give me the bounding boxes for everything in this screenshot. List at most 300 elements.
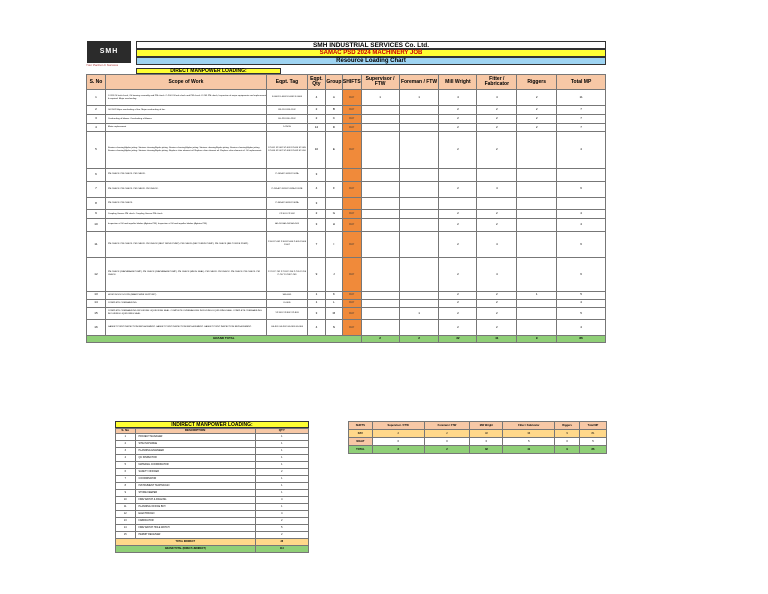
indirect-column-header: DESCRIPTION [135, 429, 255, 434]
foreman-count [399, 299, 439, 307]
column-header: Total MP [557, 75, 606, 90]
equipment-tags: VP-801 VP-802 VP-803 [267, 307, 308, 320]
shift: DAY [342, 90, 361, 106]
indirect-number: 3 [116, 447, 136, 454]
fitter-count: 2 [477, 299, 517, 307]
shift: DAY [342, 258, 361, 292]
grand-total-direct-indirect-row-label: GRAND TOTAL (DIRECT+INDIRECT) [116, 545, 256, 552]
foreman-count: 1 [399, 90, 439, 106]
summary-header-row [349, 422, 607, 430]
supervisor-count [361, 231, 399, 258]
indirect-row [116, 482, 309, 489]
summary-value: 5 [503, 438, 555, 446]
indirect-qty: 1 [255, 454, 308, 461]
riggers-count [517, 231, 557, 258]
supervisor-count [361, 124, 399, 132]
equipment-qty: 4 [307, 320, 325, 336]
supervisor-count [361, 106, 399, 115]
indirect-row [116, 468, 309, 475]
summary-value: 0 [372, 438, 424, 446]
row-number: 3 [87, 115, 106, 124]
millwright-count: 2 [439, 132, 477, 169]
column-header: Fitter / Fabricator [477, 75, 517, 90]
riggers-count [517, 320, 557, 336]
summary-column-header: Riggers [555, 422, 580, 430]
summary-value: 0 [424, 438, 470, 446]
indirect-description: COORDINATOR [135, 475, 255, 482]
table-row [87, 115, 606, 124]
indirect-description: MATERIAL COORDINATOR [135, 461, 255, 468]
total-mp: 5 [557, 307, 606, 320]
group: D [325, 124, 342, 132]
foreman-count [399, 258, 439, 292]
grand-total-mp: 86 [557, 336, 606, 343]
grand-total-direct-indirect-row [116, 545, 309, 552]
indirect-qty: 2 [255, 517, 308, 524]
summary-shift: DAY [349, 430, 373, 438]
indirect-qty: 1 [255, 489, 308, 496]
scope-of-work: COMPLETE OVERHAULING INCLUDING LIQUID RING SEAL. COMPLETE OVERHAULING INCLUDING LIQUID RING SEAL. COMPLETE OVERHAULING INCLUDING LIQUID RING SEAL. [105, 307, 266, 320]
millwright-count: 2 [439, 291, 477, 299]
shift: DAY [342, 124, 361, 132]
group: B [325, 106, 342, 115]
equipment-tags: P-101A P-101B P-102A [267, 169, 308, 182]
supervisor-count [361, 181, 399, 197]
riggers-count [517, 197, 557, 210]
equipment-tags: P-301A P-301B P-302A [267, 197, 308, 210]
total-mp: 7 [557, 106, 606, 115]
indirect-number: 6 [116, 468, 136, 475]
summary-value: 32 [470, 446, 503, 454]
fitter-total: 41 [477, 336, 517, 343]
scope-of-work: Overhauling of blower. Overhauling of blower. [105, 115, 266, 124]
table-row [87, 320, 606, 336]
indirect-description: FIRE WATCH HOLE WATCH [135, 524, 255, 531]
shift: DAY [342, 132, 361, 169]
total-mp: 5 [557, 291, 606, 299]
row-number: 11 [87, 231, 106, 258]
row-number: 13 [87, 291, 106, 299]
summary-value: 5 [579, 438, 606, 446]
table-header-row [87, 75, 606, 90]
total-mp: 4 [557, 320, 606, 336]
riggers-count [517, 299, 557, 307]
supervisor-count [361, 132, 399, 169]
group: J [325, 258, 342, 292]
indirect-row [116, 517, 309, 524]
shift: DAY [342, 299, 361, 307]
fitter-count: 2 [477, 132, 517, 169]
foreman-count [399, 132, 439, 169]
summary-value: 0 [470, 438, 503, 446]
group: E [325, 132, 342, 169]
foreman-count [399, 181, 439, 197]
summary-value: 9 [555, 430, 580, 438]
fitter-count: 2 [477, 210, 517, 219]
indirect-qty: 1 [255, 440, 308, 447]
indirect-number: 2 [116, 440, 136, 447]
equipment-tags: BL-2201 BL-2202 [267, 115, 308, 124]
indirect-description: FIRE WATCH & RIGGING [135, 496, 255, 503]
millwright-count: 2 [439, 219, 477, 232]
riggers-count [517, 258, 557, 292]
indirect-row [116, 496, 309, 503]
indirect-number: 11 [116, 503, 136, 510]
summary-value: 41 [503, 446, 555, 454]
equipment-qty: 3 [307, 169, 325, 182]
supervisor-count [361, 219, 399, 232]
scope-of-work: Motor replacement [105, 124, 266, 132]
summary-value: 86 [579, 446, 606, 454]
summary-column-header: Fitter / Fabricator [503, 422, 555, 430]
indirect-description: PERMIT RECEIVER [135, 531, 255, 538]
millwright-count [439, 197, 477, 210]
indirect-row [116, 475, 309, 482]
column-header: Supervisor / FTW [361, 75, 399, 90]
fitter-count [477, 169, 517, 182]
riggers-count [517, 307, 557, 320]
summary-value: 32 [470, 430, 503, 438]
summary-column-header: Mill Wright [470, 422, 503, 430]
group: K [325, 291, 342, 299]
indirect-qty: 5 [255, 524, 308, 531]
equipment-qty: 1 [307, 291, 325, 299]
indirect-qty: 1 [255, 433, 308, 440]
row-number: 6 [87, 169, 106, 182]
summary-value: 2 [424, 430, 470, 438]
total-mp [557, 197, 606, 210]
chart-title: Resource Loading Chart [136, 57, 606, 65]
scope-of-work: Coupling Grease PM check. Coupling Grease PM check. [105, 210, 266, 219]
row-number: 9 [87, 210, 106, 219]
summary-column-header: Foreman / FTW [424, 422, 470, 430]
fitter-count: 2 [477, 106, 517, 115]
equipment-tags: K-0001 K-0002 K-0003 K-0004 [267, 90, 308, 106]
shift-summary-table [348, 421, 607, 454]
foreman-count [399, 106, 439, 115]
column-header: Group [325, 75, 342, 90]
equipment-qty: 4 [307, 181, 325, 197]
table-row [87, 106, 606, 115]
riggers-count [517, 219, 557, 232]
foreman-count [399, 231, 439, 258]
indirect-manpower-table [115, 428, 309, 553]
riggers-count: 2 [517, 106, 557, 115]
millwright-count: 2 [439, 231, 477, 258]
row-number: 8 [87, 197, 106, 210]
total-mp: 7 [557, 115, 606, 124]
summary-row [349, 438, 607, 446]
millwright-total: 32 [439, 336, 477, 343]
riggers-total: 9 [517, 336, 557, 343]
indirect-column-header: QTY [255, 429, 308, 434]
summary-shift: TOTAL [349, 446, 373, 454]
column-header: Scope of Work [105, 75, 266, 90]
scope-of-work: Inspection of Oil and impeller blades (Agitator PM). Inspection of Oil and impeller blades (Agitator PM). [105, 219, 266, 232]
equipment-tags: GS-901 GS-902 GS-903 GS-904 [267, 320, 308, 336]
total-indirect-row [116, 538, 309, 545]
foreman-count [399, 219, 439, 232]
indirect-number: 5 [116, 461, 136, 468]
summary-column-header: Supervisor / FTW [372, 422, 424, 430]
column-header: Eqpt. Tag [267, 75, 308, 90]
scope-of-work: HOIST/HOOK SCOPE (MANPOWER SUPPORT). [105, 291, 266, 299]
total-mp: 6 [557, 231, 606, 258]
indirect-qty: 4 [255, 496, 308, 503]
supervisor-count [361, 291, 399, 299]
fitter-count: 4 [477, 258, 517, 292]
indirect-description: FABRICATOR [135, 517, 255, 524]
indirect-qty: 1 [255, 503, 308, 510]
column-header: Eqpt. Qty [307, 75, 325, 90]
equipment-qty: 3 [307, 219, 325, 232]
indirect-row [116, 461, 309, 468]
table-row [87, 291, 606, 299]
equipment-qty: 14 [307, 124, 325, 132]
table-row [87, 181, 606, 197]
foreman-count [399, 210, 439, 219]
summary-column-header: Total MP [579, 422, 606, 430]
group: F [325, 181, 342, 197]
row-number: 4 [87, 124, 106, 132]
direct-manpower-title: DIRECT MANPOWER LOADING: [136, 68, 281, 74]
indirect-description: STORE KEEPER [135, 489, 255, 496]
indirect-row [116, 433, 309, 440]
shift [342, 197, 361, 210]
indirect-row [116, 489, 309, 496]
equipment-qty: 10 [307, 132, 325, 169]
scope-of-work: Strainer cleaning/Hydro jetting. Strainer cleaning/Hydro jetting. Strainer cleaning/Hydro jetting. Strainer cleaning/Hydro jetting. Strainer cleaning/Hydro jetting. Strainer cleaning/Hydro jetting. Strainer cleaning/Hydro jetting. Replace shim element oil. Replace shim element oil. Replace shim element oil. Oil replacement. [105, 132, 266, 169]
millwright-count: 2 [439, 320, 477, 336]
row-number: 14 [87, 299, 106, 307]
row-number: 10 [87, 219, 106, 232]
indirect-row [116, 454, 309, 461]
total-indirect-row-label: TOTAL INDIRECT [116, 538, 256, 545]
scope-of-work: PM CHECK. PM CHECK. PM CHECK. PM CHECK. [105, 181, 266, 197]
group: A [325, 90, 342, 106]
supervisor-count [361, 115, 399, 124]
column-header: S. No [87, 75, 106, 90]
table-row [87, 90, 606, 106]
shift: DAY [342, 219, 361, 232]
group: I [325, 231, 342, 258]
scope-of-work: Oil-1102 Major overhauling of fan. Major overhauling of fan. [105, 106, 266, 115]
column-header: Riggers [517, 75, 557, 90]
fitter-count: 2 [477, 124, 517, 132]
shift: DAY [342, 307, 361, 320]
shift: DAY [342, 181, 361, 197]
fitter-count: 4 [477, 231, 517, 258]
shift: DAY [342, 115, 361, 124]
equipment-qty: 3 [307, 307, 325, 320]
millwright-count [439, 169, 477, 182]
fitter-count: 2 [477, 307, 517, 320]
indirect-number: 1 [116, 433, 136, 440]
foreman-count [399, 169, 439, 182]
column-header: Mill Wright [439, 75, 477, 90]
shift: DAY [342, 320, 361, 336]
column-header: SHIFTS [342, 75, 361, 90]
total-mp: 4 [557, 210, 606, 219]
indirect-number: 13 [116, 517, 136, 524]
total-mp: 11 [557, 90, 606, 106]
indirect-number: 10 [116, 496, 136, 503]
supervisor-count [361, 197, 399, 210]
company-name: SMH INDUSTRIAL SERVICES Co. Ltd. [136, 41, 606, 49]
millwright-count: 2 [439, 299, 477, 307]
indirect-row [116, 510, 309, 517]
summary-value: 2 [372, 446, 424, 454]
millwright-count: 2 [439, 124, 477, 132]
supervisor-count [361, 320, 399, 336]
riggers-count: 1 [517, 291, 557, 299]
indirect-qty: 1 [255, 461, 308, 468]
grand-total-row [87, 336, 606, 343]
supervisor-count: 1 [361, 90, 399, 106]
indirect-description: SITE INCHARGE [135, 440, 255, 447]
riggers-count [517, 169, 557, 182]
scope-of-work: PM CHECK. PM CHECK. PM CHECK. [105, 169, 266, 182]
millwright-count: 2 [439, 106, 477, 115]
group [325, 169, 342, 182]
indirect-qty: 1 [255, 475, 308, 482]
equipment-qty: 3 [307, 197, 325, 210]
equipment-qty: 4 [307, 90, 325, 106]
indirect-number: 9 [116, 489, 136, 496]
scope-of-work: PM CHECK. PM CHECK. PM CHECK. PM CHECK (BELT DRIVE PUMP). PM CHECK (BELT DRIVE PUMP). PM CHECK (BELT DRIVE PUMP). [105, 231, 266, 258]
indirect-qty: 4 [255, 510, 308, 517]
group: M [325, 307, 342, 320]
table-row [87, 299, 606, 307]
shift: DAY [342, 106, 361, 115]
equipment-tags: AG-501 AG-502 AG-503 [267, 219, 308, 232]
equipment-tags: P-701 P-702 P-703 P-704 P-705 P-706 P-707 P-708 P-709 [267, 258, 308, 292]
equipment-tags: K-0005 [267, 299, 308, 307]
summary-value: 2 [372, 430, 424, 438]
scope-of-work: COMPLETE OVERHAULING. [105, 299, 266, 307]
scope-of-work: GASKET POINT INSPECTION REPLACEMENT. GASKET POINT INSPECTION REPLACEMENT. GASKET POINT INSPECTION REPLACEMENT. [105, 320, 266, 336]
table-row [87, 132, 606, 169]
table-row [87, 197, 606, 210]
summary-column-header: SHIFTS [349, 422, 373, 430]
row-number: 12 [87, 258, 106, 292]
foreman-count [399, 197, 439, 210]
row-number: 16 [87, 320, 106, 336]
fitter-count: 4 [477, 90, 517, 106]
supervisor-count [361, 307, 399, 320]
shift: DAY [342, 291, 361, 299]
table-row [87, 169, 606, 182]
equipment-qty: 9 [307, 258, 325, 292]
fitter-count: 2 [477, 320, 517, 336]
summary-value: 81 [579, 430, 606, 438]
indirect-description: INSTRUMENT TECHNICIAN [135, 482, 255, 489]
indirect-number: 14 [116, 524, 136, 531]
row-number: 5 [87, 132, 106, 169]
supervisor-count [361, 299, 399, 307]
fitter-count: 2 [477, 219, 517, 232]
foreman-count [399, 124, 439, 132]
total-mp: 4 [557, 132, 606, 169]
millwright-count: 4 [439, 90, 477, 106]
equipment-qty: 2 [307, 106, 325, 115]
equipment-qty: 1 [307, 299, 325, 307]
fitter-count: 2 [477, 115, 517, 124]
company-logo: SMH [87, 41, 131, 63]
equipment-tags: P-601 P-602 P-603 P-604 P-605 P-606 P-607 [267, 231, 308, 258]
direct-manpower-table [86, 74, 606, 343]
millwright-count: 2 [439, 210, 477, 219]
indirect-number: 12 [116, 510, 136, 517]
group: N [325, 320, 342, 336]
total-mp [557, 169, 606, 182]
supervisor-count [361, 169, 399, 182]
table-row [87, 124, 606, 132]
indirect-row [116, 447, 309, 454]
equipment-tags: SM-0001 [267, 291, 308, 299]
indirect-qty: 2 [255, 468, 308, 475]
scope-of-work: C-203 Oil leak check, Ok bearing assembly and PM check. C-204 Oil leak check and PM check. K-205 PM check, Inspection of major equipments and replacement if required. Major overhauling. [105, 90, 266, 106]
table-row [87, 307, 606, 320]
indirect-description: PLANNING OFFICE BOY [135, 503, 255, 510]
table-row [87, 210, 606, 219]
logo-tagline: Your Partner in Success [86, 63, 119, 67]
shift: DAY [342, 231, 361, 258]
group: C [325, 115, 342, 124]
grand-total-label: GRAND TOTAL [87, 336, 362, 343]
supervisor-total: 2 [361, 336, 399, 343]
fitter-count: 4 [477, 181, 517, 197]
row-number: 7 [87, 181, 106, 197]
riggers-count [517, 210, 557, 219]
total-mp: 7 [557, 124, 606, 132]
riggers-count: 2 [517, 115, 557, 124]
group: L [325, 299, 342, 307]
indirect-description: PROJECT MANAGER [135, 433, 255, 440]
indirect-description: QC INSPECTOR [135, 454, 255, 461]
equipment-tags: P-201A P-201B P-202A P-202B [267, 181, 308, 197]
row-number: 1 [87, 90, 106, 106]
fitter-count [477, 197, 517, 210]
millwright-count: 2 [439, 181, 477, 197]
indirect-qty: 1 [255, 447, 308, 454]
equipment-qty: 2 [307, 210, 325, 219]
riggers-count: 2 [517, 124, 557, 132]
total-mp: 6 [557, 258, 606, 292]
indirect-number: 8 [116, 482, 136, 489]
group [325, 197, 342, 210]
scope-of-work: PM CHECK. PM CHECK. [105, 197, 266, 210]
riggers-count: 2 [517, 90, 557, 106]
summary-row [349, 446, 607, 454]
indirect-row [116, 503, 309, 510]
summary-value: 2 [424, 446, 470, 454]
total-mp: 4 [557, 299, 606, 307]
total-mp: 6 [557, 181, 606, 197]
scope-of-work: PM CHECK (DIAPHRAGM PUMP). PM CHECK (DIAPHRAGM PUMP). PM CHECK (MECH SEAL). PM CHECK. PM CHECK. PM CHECK. PM CHECK. PM CHECK. [105, 258, 266, 292]
total-mp: 4 [557, 219, 606, 232]
row-number: 2 [87, 106, 106, 115]
equipment-qty: 2 [307, 115, 325, 124]
foreman-count [399, 115, 439, 124]
indirect-row [116, 531, 309, 538]
indirect-description: SAFETY OFFICER [135, 468, 255, 475]
equipment-tags: ST-001 ST-002 ST-003 ST-004 ST-005 ST-006 ST-007 ST-008 ST-009 ST-010 [267, 132, 308, 169]
summary-row [349, 430, 607, 438]
indirect-number: 7 [116, 475, 136, 482]
shift [342, 169, 361, 182]
table-row [87, 258, 606, 292]
